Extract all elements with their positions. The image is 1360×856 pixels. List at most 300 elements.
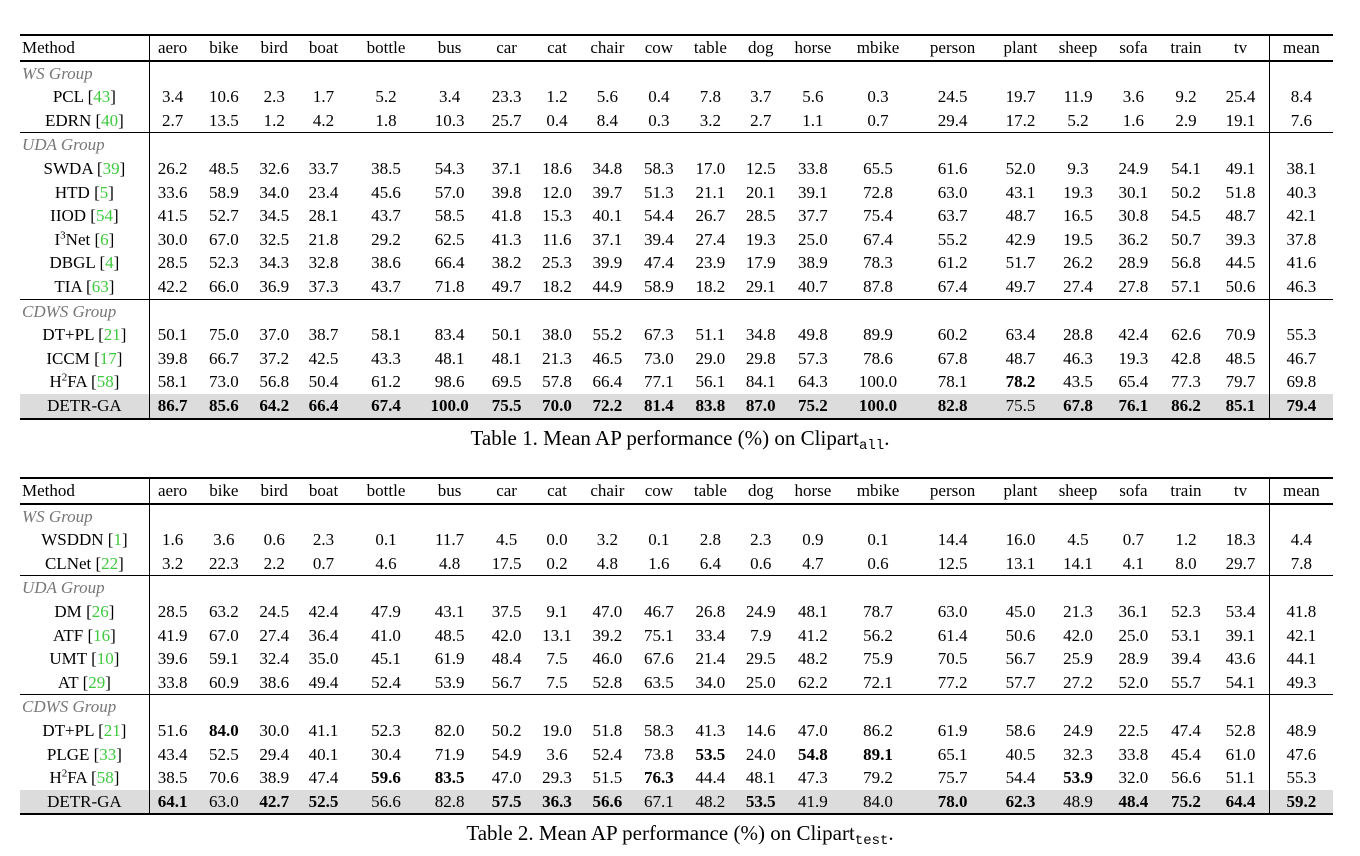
value-cell: 26.8 bbox=[695, 601, 726, 621]
value-cell: 54.1 bbox=[1225, 672, 1256, 692]
value-cell: 58.1 bbox=[371, 325, 401, 345]
value-cell: 54.3 bbox=[434, 158, 465, 178]
value-cell: 36.1 bbox=[1118, 601, 1149, 621]
value-cell: 51.7 bbox=[1005, 253, 1036, 273]
value-cell: 87.8 bbox=[863, 276, 893, 296]
value-cell: 32.4 bbox=[259, 649, 290, 669]
value-cell: 75.4 bbox=[863, 206, 893, 226]
value-cell: 79.7 bbox=[1225, 372, 1256, 392]
method-name: DETR-GA bbox=[47, 395, 122, 415]
value-cell: 10.6 bbox=[208, 87, 239, 107]
value-cell: 46.7 bbox=[1269, 347, 1333, 371]
value-cell: 27.8 bbox=[1118, 276, 1149, 296]
value-cell: 56.2 bbox=[863, 625, 893, 645]
citation-link[interactable]: 4 bbox=[105, 253, 114, 273]
value-cell: 66.7 bbox=[208, 348, 239, 368]
value-cell: 55.7 bbox=[1171, 672, 1201, 692]
citation-link[interactable]: 21 bbox=[103, 325, 121, 345]
value-cell: 49.1 bbox=[1225, 158, 1256, 178]
value-cell: 52.4 bbox=[371, 672, 401, 692]
method-superscript: 2 bbox=[61, 767, 68, 780]
value-cell: 49.8 bbox=[797, 325, 828, 345]
value-cell: 1.6 bbox=[161, 530, 184, 550]
value-cell: 82.8 bbox=[421, 790, 478, 815]
value-cell: 43.1 bbox=[1005, 182, 1036, 202]
value-cell: 77.1 bbox=[644, 372, 674, 392]
column-header: bird bbox=[260, 481, 288, 500]
value-cell: 9.1 bbox=[546, 601, 568, 621]
value-cell: 73.0 bbox=[208, 372, 239, 392]
value-cell: 18.3 bbox=[1225, 530, 1256, 550]
value-cell: 34.0 bbox=[695, 672, 726, 692]
value-cell: 56.8 bbox=[259, 372, 290, 392]
value-cell: 47.6 bbox=[1269, 743, 1333, 767]
value-cell: 63.0 bbox=[195, 790, 252, 815]
value-cell: 52.7 bbox=[208, 206, 239, 226]
value-cell: 52.3 bbox=[371, 720, 401, 740]
citation-link[interactable]: 6 bbox=[100, 229, 109, 249]
value-cell: 41.0 bbox=[371, 625, 401, 645]
method-name: DBGL bbox=[49, 253, 96, 273]
group-header-row bbox=[20, 133, 1333, 157]
value-cell: 14.6 bbox=[745, 720, 776, 740]
citation-link[interactable]: 10 bbox=[96, 649, 114, 669]
value-cell: 56.7 bbox=[491, 672, 522, 692]
method-cell: PCL [43] bbox=[20, 85, 149, 109]
method-name: H bbox=[49, 372, 62, 392]
column-header: cat bbox=[547, 481, 567, 500]
column-header: mean bbox=[1269, 478, 1333, 504]
value-cell: 28.5 bbox=[157, 253, 188, 273]
value-cell: 57.5 bbox=[478, 790, 535, 815]
value-cell: 79.2 bbox=[863, 768, 893, 788]
value-cell: 47.0 bbox=[491, 768, 522, 788]
value-cell: 28.8 bbox=[1063, 325, 1093, 345]
value-cell: 84.0 bbox=[843, 790, 913, 815]
value-cell: 41.1 bbox=[308, 720, 339, 740]
value-cell: 75.5 bbox=[992, 394, 1049, 419]
value-cell: 19.7 bbox=[1005, 87, 1036, 107]
value-cell: 36.9 bbox=[259, 276, 290, 296]
value-cell: 37.5 bbox=[491, 601, 522, 621]
value-cell: 8.0 bbox=[1175, 553, 1197, 573]
value-cell: 19.3 bbox=[1118, 348, 1149, 368]
value-cell: 67.8 bbox=[937, 348, 968, 368]
value-cell: 83.4 bbox=[434, 325, 465, 345]
value-cell: 85.1 bbox=[1212, 394, 1269, 419]
method-cell: UMT [10] bbox=[20, 647, 149, 671]
column-header: cat bbox=[547, 38, 567, 57]
value-cell: 48.4 bbox=[1107, 790, 1160, 815]
value-cell: 18.6 bbox=[542, 158, 572, 178]
value-cell: 72.1 bbox=[863, 672, 893, 692]
method-name: DM bbox=[54, 601, 82, 621]
value-cell: 7.5 bbox=[546, 649, 568, 669]
column-header: aero bbox=[157, 481, 188, 500]
value-cell: 45.0 bbox=[1005, 601, 1036, 621]
value-cell: 20.1 bbox=[745, 182, 776, 202]
citation-link[interactable]: 29 bbox=[88, 672, 106, 692]
value-cell: 29.2 bbox=[371, 229, 401, 249]
value-cell: 66.4 bbox=[296, 394, 351, 419]
column-header: Method bbox=[20, 35, 149, 61]
value-cell: 24.5 bbox=[259, 601, 290, 621]
citation-link[interactable]: 58 bbox=[96, 768, 114, 788]
value-cell: 21.4 bbox=[695, 649, 726, 669]
value-cell: 3.7 bbox=[750, 87, 772, 107]
value-cell: 46.3 bbox=[1269, 275, 1333, 299]
value-cell: 56.8 bbox=[1171, 253, 1201, 273]
header-row bbox=[20, 35, 1333, 61]
value-cell: 48.1 bbox=[797, 601, 828, 621]
value-cell: 4.4 bbox=[1269, 528, 1333, 552]
value-cell: 41.6 bbox=[1269, 251, 1333, 275]
value-cell: 2.7 bbox=[161, 110, 184, 130]
value-cell: 22.5 bbox=[1118, 720, 1149, 740]
value-cell: 67.1 bbox=[636, 790, 682, 815]
value-cell: 67.0 bbox=[208, 229, 239, 249]
value-cell: 30.8 bbox=[1118, 206, 1149, 226]
value-cell: 38.5 bbox=[371, 158, 401, 178]
column-header: bottle bbox=[366, 38, 406, 57]
value-cell: 59.6 bbox=[371, 768, 401, 788]
value-cell: 32.3 bbox=[1063, 744, 1093, 764]
value-cell: 49.7 bbox=[491, 276, 522, 296]
value-cell: 34.3 bbox=[259, 253, 290, 273]
method-cell: AT [29] bbox=[20, 671, 149, 695]
value-cell: 17.9 bbox=[745, 253, 776, 273]
method-name: AT bbox=[57, 672, 79, 692]
value-cell: 29.1 bbox=[745, 276, 776, 296]
value-cell: 33.4 bbox=[695, 625, 726, 645]
value-cell: 34.8 bbox=[745, 325, 776, 345]
value-cell: 48.1 bbox=[745, 768, 776, 788]
column-header: cow bbox=[644, 481, 674, 500]
value-cell: 81.4 bbox=[636, 394, 682, 419]
citation-link[interactable]: 43 bbox=[93, 87, 111, 107]
value-cell: 42.7 bbox=[252, 790, 296, 815]
table-row bbox=[20, 552, 1333, 576]
value-cell: 12.5 bbox=[745, 158, 776, 178]
table-row bbox=[20, 647, 1333, 671]
method-name: PCL bbox=[52, 87, 84, 107]
table-row bbox=[20, 275, 1333, 299]
value-cell: 3.4 bbox=[438, 87, 461, 107]
column-header: mbike bbox=[856, 481, 900, 500]
method-cell: SWDA [39] bbox=[20, 157, 149, 181]
citation-link[interactable]: 16 bbox=[93, 625, 111, 645]
value-cell: 39.3 bbox=[1225, 229, 1256, 249]
value-cell: 51.6 bbox=[157, 720, 188, 740]
value-cell: 48.1 bbox=[491, 348, 522, 368]
table-2-caption bbox=[0, 821, 1360, 849]
value-cell: 38.0 bbox=[542, 325, 572, 345]
value-cell: 72.8 bbox=[863, 182, 893, 202]
citation-link[interactable]: 17 bbox=[99, 348, 117, 368]
value-cell: 46.3 bbox=[1063, 348, 1093, 368]
method-name: ATF bbox=[52, 625, 84, 645]
column-header: train bbox=[1170, 38, 1202, 57]
value-cell: 49.3 bbox=[1269, 671, 1333, 695]
citation-link[interactable]: 54 bbox=[95, 206, 113, 226]
value-cell: 52.5 bbox=[208, 744, 239, 764]
value-cell: 63.4 bbox=[1005, 325, 1036, 345]
method-name: TIA bbox=[54, 276, 82, 296]
value-cell: 2.9 bbox=[1175, 110, 1197, 130]
value-cell: 33.8 bbox=[797, 158, 828, 178]
table-row bbox=[20, 109, 1333, 133]
value-cell: 62.3 bbox=[992, 790, 1049, 815]
citation-link[interactable]: 1 bbox=[113, 530, 122, 550]
value-cell: 53.9 bbox=[1063, 768, 1093, 788]
value-cell: 52.4 bbox=[592, 744, 623, 764]
column-header: table bbox=[693, 481, 727, 500]
citation-link[interactable]: 39 bbox=[102, 158, 120, 178]
value-cell: 38.6 bbox=[259, 672, 290, 692]
value-cell: 27.4 bbox=[695, 229, 726, 249]
value-cell: 44.1 bbox=[1269, 647, 1333, 671]
citation-link[interactable]: 22 bbox=[101, 553, 119, 573]
value-cell: 43.5 bbox=[1063, 372, 1093, 392]
value-cell: 38.5 bbox=[157, 768, 188, 788]
value-cell: 100.0 bbox=[858, 372, 898, 392]
column-header: bike bbox=[209, 481, 239, 500]
value-cell: 17.5 bbox=[491, 553, 522, 573]
method-name-rest: Net bbox=[65, 229, 91, 249]
value-cell: 33.6 bbox=[157, 182, 188, 202]
value-cell: 24.0 bbox=[745, 744, 776, 764]
value-cell: 42.9 bbox=[1005, 229, 1036, 249]
value-cell: 19.0 bbox=[542, 720, 572, 740]
table-row bbox=[20, 181, 1333, 205]
column-header: mean bbox=[1269, 35, 1333, 61]
citation-link[interactable]: 63 bbox=[91, 276, 109, 296]
table-row bbox=[20, 790, 1333, 815]
value-cell: 11.6 bbox=[542, 229, 572, 249]
column-header: bus bbox=[437, 481, 462, 500]
value-cell: 48.9 bbox=[1269, 719, 1333, 743]
method-name: I bbox=[54, 229, 61, 249]
value-cell: 34.5 bbox=[259, 206, 290, 226]
value-cell: 37.2 bbox=[259, 348, 290, 368]
value-cell: 29.8 bbox=[745, 348, 776, 368]
value-cell: 98.6 bbox=[434, 372, 465, 392]
value-cell: 57.8 bbox=[542, 372, 572, 392]
caption-text: Table 1. Mean AP performance (%) on Clipart bbox=[470, 426, 859, 450]
caption-text: Table 2. Mean AP performance (%) on Clipart bbox=[466, 821, 855, 845]
value-cell: 0.7 bbox=[867, 110, 889, 130]
value-cell: 56.1 bbox=[695, 372, 726, 392]
results-table-1 bbox=[20, 34, 1333, 420]
value-cell: 3.2 bbox=[596, 530, 618, 550]
column-header: tv bbox=[1233, 38, 1248, 57]
value-cell: 43.4 bbox=[157, 744, 188, 764]
value-cell: 71.9 bbox=[434, 744, 465, 764]
value-cell: 37.3 bbox=[308, 276, 339, 296]
value-cell: 65.4 bbox=[1118, 372, 1149, 392]
citation-link[interactable]: 33 bbox=[99, 744, 117, 764]
value-cell: 82.8 bbox=[913, 394, 992, 419]
value-cell: 60.9 bbox=[208, 672, 239, 692]
value-cell: 63.2 bbox=[208, 601, 239, 621]
caption-suffix: . bbox=[884, 426, 890, 450]
value-cell: 30.1 bbox=[1118, 182, 1149, 202]
citation-link[interactable]: 21 bbox=[103, 720, 121, 740]
value-cell: 48.9 bbox=[1049, 790, 1107, 815]
value-cell: 48.2 bbox=[682, 790, 739, 815]
value-cell: 53.1 bbox=[1171, 625, 1201, 645]
value-cell: 85.6 bbox=[195, 394, 252, 419]
value-cell: 42.4 bbox=[308, 601, 339, 621]
value-cell: 67.4 bbox=[351, 394, 421, 419]
value-cell: 1.2 bbox=[1175, 530, 1197, 550]
method-name: DT+PL bbox=[42, 325, 94, 345]
value-cell: 53.4 bbox=[1225, 601, 1256, 621]
value-cell: 9.3 bbox=[1067, 158, 1089, 178]
value-cell: 50.7 bbox=[1171, 229, 1201, 249]
value-cell: 50.6 bbox=[1005, 625, 1036, 645]
value-cell: 17.0 bbox=[695, 158, 726, 178]
table-row bbox=[20, 671, 1333, 695]
value-cell: 39.7 bbox=[592, 182, 623, 202]
value-cell: 0.0 bbox=[546, 530, 568, 550]
value-cell: 64.1 bbox=[149, 790, 195, 815]
value-cell: 2.2 bbox=[263, 553, 285, 573]
value-cell: 13.1 bbox=[542, 625, 572, 645]
value-cell: 3.6 bbox=[1122, 87, 1145, 107]
value-cell: 61.9 bbox=[434, 649, 465, 669]
value-cell: 39.4 bbox=[644, 229, 674, 249]
table-row bbox=[20, 228, 1333, 252]
value-cell: 48.7 bbox=[1225, 206, 1256, 226]
value-cell: 2.8 bbox=[699, 530, 722, 550]
method-cell: $H^2FA$ [58] bbox=[20, 370, 149, 394]
column-header: aero bbox=[157, 38, 188, 57]
value-cell: 27.4 bbox=[1063, 276, 1093, 296]
value-cell: 32.6 bbox=[259, 158, 290, 178]
value-cell: 3.6 bbox=[546, 744, 568, 764]
value-cell: 39.6 bbox=[157, 649, 188, 669]
group-header-row bbox=[20, 576, 1333, 600]
citation-link[interactable]: 26 bbox=[91, 601, 109, 621]
value-cell: 60.2 bbox=[937, 325, 968, 345]
value-cell: 2.3 bbox=[263, 87, 285, 107]
value-cell: 39.8 bbox=[491, 182, 522, 202]
value-cell: 47.0 bbox=[592, 601, 623, 621]
value-cell: 41.3 bbox=[491, 229, 522, 249]
value-cell: 63.0 bbox=[937, 601, 968, 621]
value-cell: 56.6 bbox=[579, 790, 636, 815]
value-cell: 54.9 bbox=[491, 744, 522, 764]
value-cell: 45.6 bbox=[371, 182, 401, 202]
value-cell: 36.4 bbox=[308, 625, 339, 645]
value-cell: 54.5 bbox=[1171, 206, 1201, 226]
value-cell: 19.3 bbox=[1063, 182, 1093, 202]
value-cell: 70.5 bbox=[937, 649, 968, 669]
value-cell: 75.2 bbox=[1160, 790, 1213, 815]
value-cell: 40.1 bbox=[308, 744, 339, 764]
method-cell: DM [26] bbox=[20, 600, 149, 624]
method-cell: PLGE [33] bbox=[20, 743, 149, 767]
value-cell: 49.4 bbox=[308, 672, 339, 692]
method-name-rest: FA bbox=[67, 372, 87, 392]
value-cell: 24.9 bbox=[1118, 158, 1149, 178]
column-header: train bbox=[1170, 481, 1202, 500]
citation-link[interactable]: 40 bbox=[101, 110, 119, 130]
value-cell: 5.6 bbox=[802, 87, 824, 107]
value-cell: 66.4 bbox=[592, 372, 623, 392]
value-cell: 30.0 bbox=[157, 229, 188, 249]
value-cell: 37.1 bbox=[491, 158, 522, 178]
value-cell: 25.0 bbox=[1118, 625, 1149, 645]
citation-link[interactable]: 58 bbox=[96, 372, 114, 392]
value-cell: 75.7 bbox=[937, 768, 968, 788]
value-cell: 66.0 bbox=[208, 276, 239, 296]
value-cell: 44.4 bbox=[695, 768, 726, 788]
value-cell: 42.2 bbox=[157, 276, 188, 296]
value-cell: 58.9 bbox=[644, 276, 674, 296]
value-cell: 0.6 bbox=[263, 530, 285, 550]
value-cell: 78.7 bbox=[863, 601, 893, 621]
value-cell: 55.2 bbox=[937, 229, 968, 249]
value-cell: 45.4 bbox=[1171, 744, 1201, 764]
value-cell: 41.2 bbox=[797, 625, 828, 645]
value-cell: 61.9 bbox=[937, 720, 968, 740]
column-header: horse bbox=[794, 38, 832, 57]
value-cell: 37.0 bbox=[259, 325, 290, 345]
value-cell: 7.8 bbox=[1269, 552, 1333, 576]
value-cell: 34.8 bbox=[592, 158, 623, 178]
table-row bbox=[20, 394, 1333, 419]
value-cell: 1.6 bbox=[648, 553, 670, 573]
value-cell: 7.5 bbox=[546, 672, 568, 692]
value-cell: 4.2 bbox=[312, 110, 335, 130]
value-cell: 69.8 bbox=[1269, 370, 1333, 394]
table-row bbox=[20, 624, 1333, 648]
method-cell: $I^3Net$ [6] bbox=[20, 228, 149, 252]
method-name: DETR-GA bbox=[47, 791, 122, 811]
value-cell: 36.3 bbox=[535, 790, 579, 815]
value-cell: 5.6 bbox=[596, 87, 618, 107]
value-cell: 53.5 bbox=[739, 790, 783, 815]
value-cell: 35.0 bbox=[308, 649, 339, 669]
value-cell: 75.9 bbox=[863, 649, 893, 669]
value-cell: 39.2 bbox=[592, 625, 623, 645]
value-cell: 43.6 bbox=[1225, 649, 1256, 669]
value-cell: 48.7 bbox=[1005, 348, 1036, 368]
group-header-row bbox=[20, 299, 1333, 323]
value-cell: 59.2 bbox=[1269, 790, 1333, 815]
value-cell: 50.1 bbox=[157, 325, 188, 345]
value-cell: 4.5 bbox=[1067, 530, 1089, 550]
value-cell: 64.4 bbox=[1212, 790, 1269, 815]
citation-link[interactable]: 5 bbox=[99, 182, 109, 202]
value-cell: 46.5 bbox=[592, 348, 623, 368]
value-cell: 29.4 bbox=[259, 744, 290, 764]
value-cell: 25.7 bbox=[491, 110, 522, 130]
value-cell: 57.3 bbox=[797, 348, 828, 368]
results-table bbox=[20, 34, 1333, 420]
method-name: ICCM bbox=[46, 348, 90, 368]
value-cell: 65.1 bbox=[937, 744, 968, 764]
value-cell: 42.1 bbox=[1269, 204, 1333, 228]
value-cell: 63.0 bbox=[937, 182, 968, 202]
column-header: sheep bbox=[1058, 481, 1098, 500]
value-cell: 51.1 bbox=[1225, 768, 1256, 788]
value-cell: 21.3 bbox=[1063, 601, 1093, 621]
value-cell: 17.2 bbox=[1005, 110, 1036, 130]
value-cell: 13.5 bbox=[208, 110, 239, 130]
